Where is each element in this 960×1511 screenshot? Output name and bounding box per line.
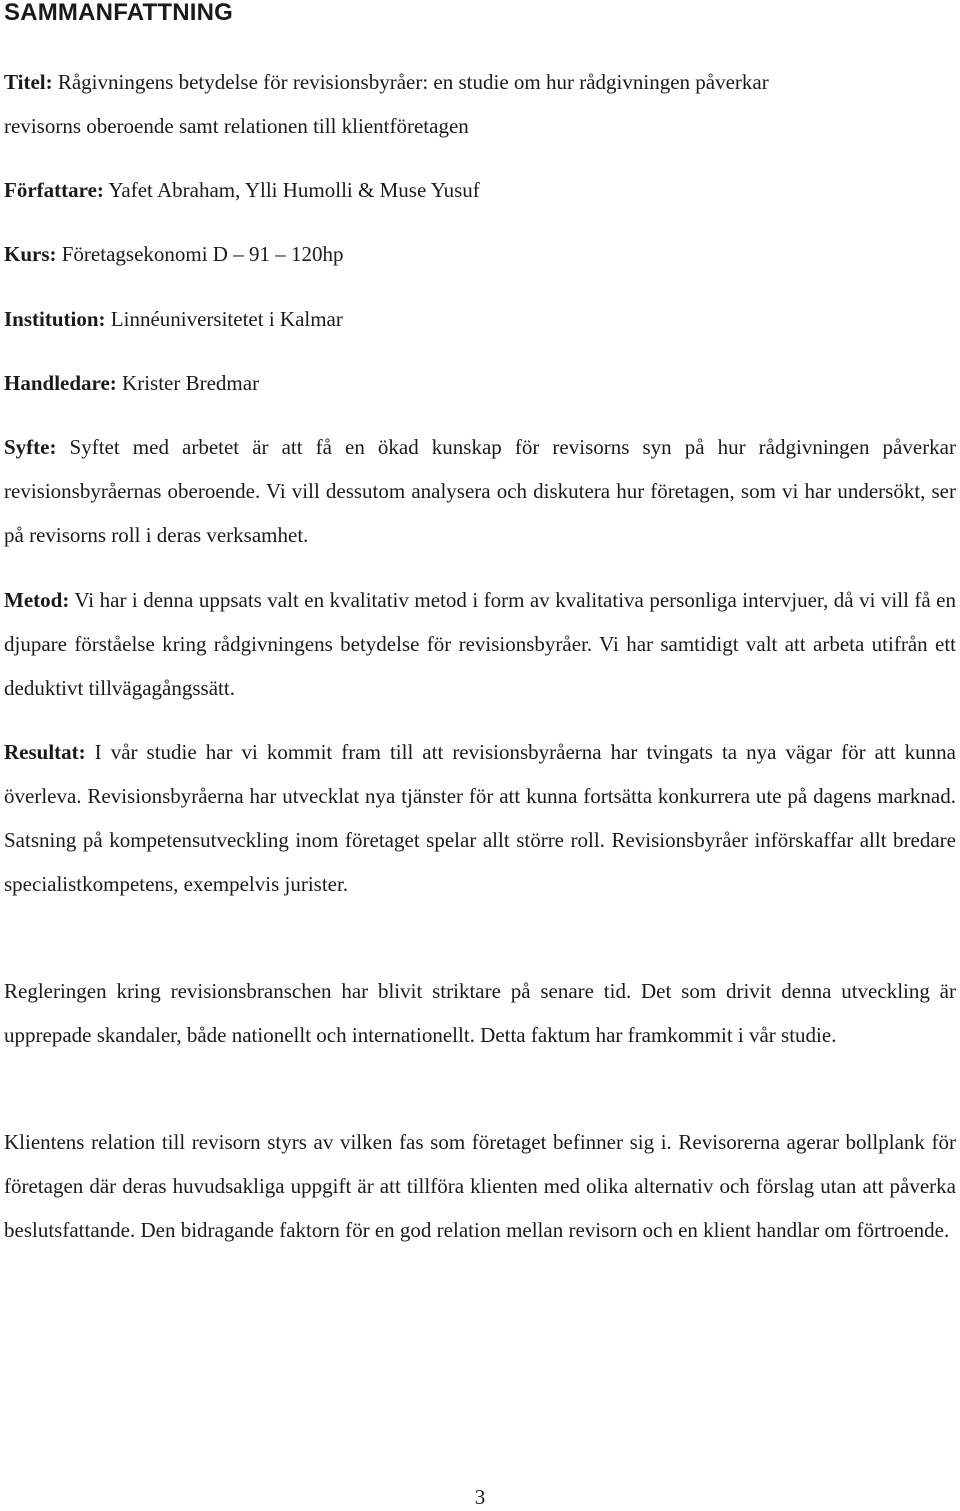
course-label: Kurs: bbox=[4, 242, 57, 266]
course-text: Företagsekonomi D – 91 – 120hp bbox=[56, 242, 344, 266]
result-label: Resultat: bbox=[4, 740, 86, 764]
method-label: Metod: bbox=[4, 588, 70, 612]
title-continuation: revisorns oberoende samt relationen till klientföretagen bbox=[4, 114, 469, 138]
authors-line bbox=[4, 176, 480, 204]
title-text: Rågivningens betydelse för revisionsbyråer: en studie om hur rådgivningen påverkar bbox=[52, 70, 769, 94]
result-text: I vår studie har vi kommit fram till att revisionsbyråerna har tvingats ta nya vägar för att kunna överleva. Revisionsbyråerna har utvecklat nya tjänster för att kunna fortsätta konkurrera ute på dagens marknad. Satsning på kompetensutveckling inom företaget spelar allt större roll. Revisionsbyråer införskaffar allt bredare specialistkompetens, exempelvis jurister. bbox=[4, 740, 956, 896]
regulation-paragraph: Regleringen kring revisionsbranschen har blivit striktare på senare tid. Det som drivit denna utveckling är upprepade skandaler, både nationellt och internationellt. Detta faktum har framkommit i vår studie. bbox=[4, 979, 956, 1047]
supervisor-line bbox=[4, 369, 259, 397]
page-number: 3 bbox=[474, 1485, 486, 1509]
page-title: SAMMANFATTNING bbox=[4, 0, 233, 26]
supervisor-text: Krister Bredmar bbox=[116, 371, 260, 395]
institution-text: Linnéuniversitetet i Kalmar bbox=[105, 307, 343, 331]
authors-label: Författare: bbox=[4, 178, 104, 202]
purpose-text: Syftet med arbetet är att få en ökad kunskap för revisorns syn på hur rådgivningen påverkar revisionsbyråernas oberoende. Vi vill dessutom analysera och diskutera hur företagen, som vi har undersökt, ser på revisorns roll i deras verksamhet. bbox=[4, 435, 956, 547]
institution-label: Institution: bbox=[4, 307, 106, 331]
institution-line bbox=[4, 305, 343, 333]
purpose-label: Syfte: bbox=[4, 435, 57, 459]
title-line bbox=[4, 68, 769, 96]
method-text: Vi har i denna uppsats valt en kvalitativ metod i form av kvalitativa personliga intervjuer, då vi vill få en djupare förståelse kring rådgivningens betydelse för revisionsbyråer. Vi har samtidigt valt att arbeta utifrån ett deduktivt tillvägagångssätt. bbox=[4, 588, 956, 700]
course-line bbox=[4, 240, 343, 268]
authors-text: Yafet Abraham, Ylli Humolli & Muse Yusuf bbox=[103, 178, 480, 202]
title-label: Titel: bbox=[4, 70, 53, 94]
supervisor-label: Handledare: bbox=[4, 371, 117, 395]
method-paragraph bbox=[4, 578, 956, 710]
client-paragraph: Klientens relation till revisorn styrs av vilken fas som företaget befinner sig i. Revisorerna agerar bollplank för företagen där deras huvudsakliga uppgift är att tillföra klienten med olika alternativ och förslag utan att påverka beslutsfattande. Den bidragande faktorn för en god relation mellan revisorn och en klient handlar om förtroende. bbox=[4, 1130, 956, 1242]
result-paragraph bbox=[4, 730, 956, 906]
purpose-paragraph bbox=[4, 425, 956, 557]
